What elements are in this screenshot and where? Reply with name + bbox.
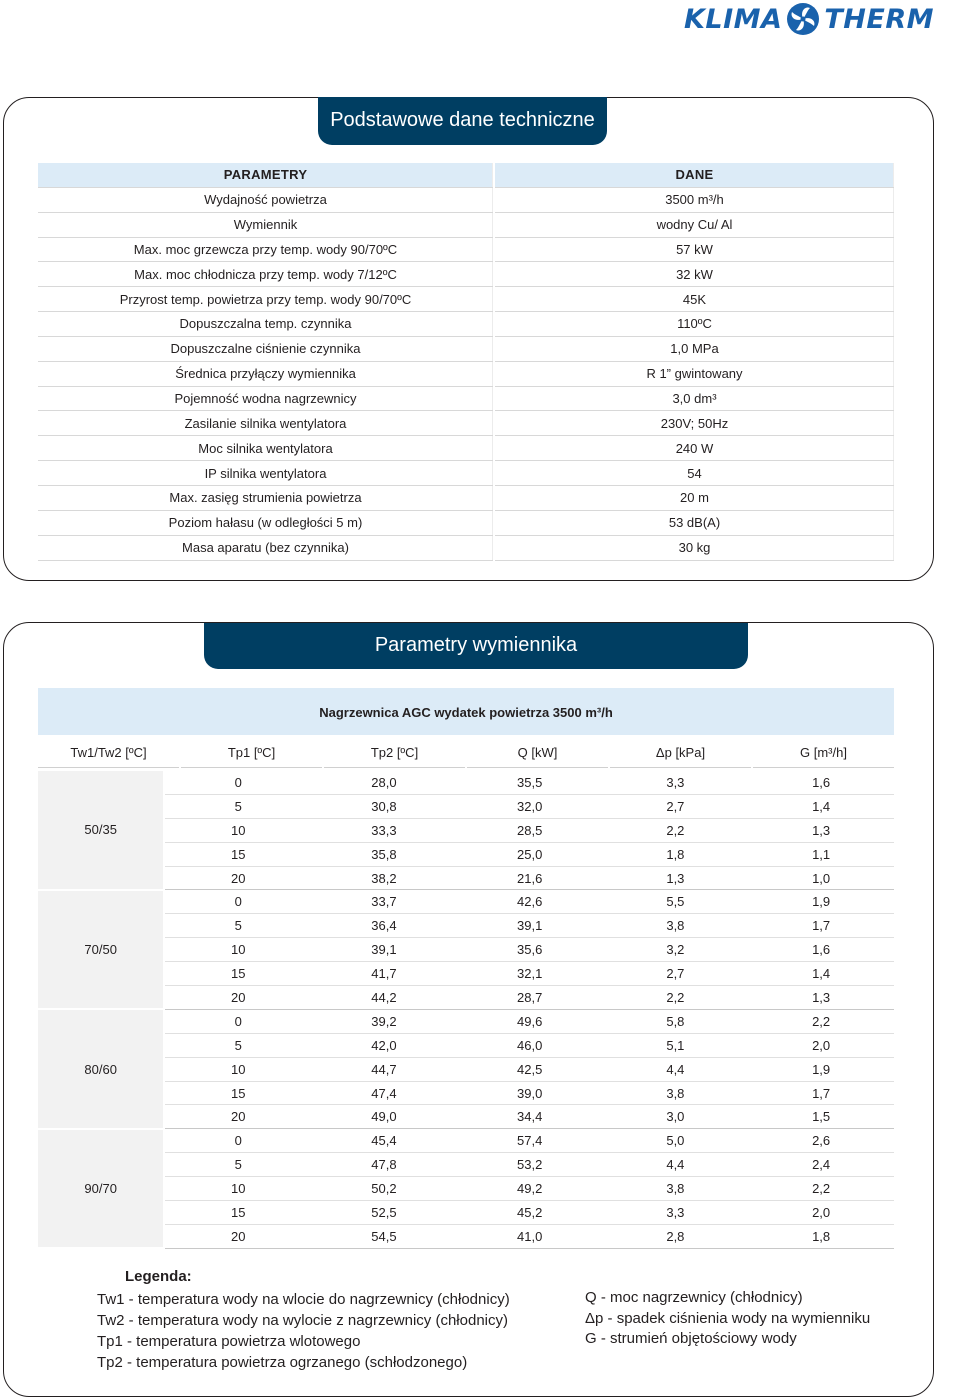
tech-row bbox=[38, 486, 894, 511]
table-row bbox=[38, 842, 894, 866]
tech-row bbox=[38, 238, 894, 263]
legend-item: Tp1 - temperatura powietrza wlotowego bbox=[97, 1333, 361, 1350]
value-cell: 4,4 bbox=[603, 1153, 749, 1177]
value-cell: 44,7 bbox=[311, 1057, 457, 1081]
value-cell: 1,8 bbox=[603, 842, 749, 866]
value-cell: 5,0 bbox=[603, 1129, 749, 1153]
value-cell: 46,0 bbox=[457, 1033, 603, 1057]
value-cell: 1,8 bbox=[748, 1224, 894, 1248]
value-cell: 41,0 bbox=[457, 1224, 603, 1248]
value-cell: 5 bbox=[164, 1153, 311, 1177]
table-row bbox=[38, 1081, 894, 1105]
value-cell: 0 bbox=[164, 1009, 311, 1033]
param-cell: IP silnika wentylatora bbox=[38, 461, 493, 486]
table-row bbox=[38, 1105, 894, 1129]
value-cell: 30 kg bbox=[495, 536, 894, 561]
water-temp-group-cell: 90/70 bbox=[38, 1129, 164, 1248]
value-cell: 28,0 bbox=[311, 771, 457, 794]
value-cell: 30,8 bbox=[311, 794, 457, 818]
value-column-header: DANE bbox=[495, 163, 894, 188]
value-cell: 2,0 bbox=[748, 1033, 894, 1057]
value-cell: 1,0 MPa bbox=[495, 337, 894, 362]
table-row bbox=[38, 771, 894, 794]
table-row bbox=[38, 1177, 894, 1201]
water-temp-group-cell: 80/60 bbox=[38, 1009, 164, 1128]
value-cell: 47,8 bbox=[311, 1153, 457, 1177]
value-cell: 2,2 bbox=[603, 818, 749, 842]
table-row bbox=[38, 890, 894, 914]
value-cell: 28,5 bbox=[457, 818, 603, 842]
logo-text-left: KLIMA bbox=[683, 3, 783, 35]
value-cell: 3,8 bbox=[603, 1081, 749, 1105]
value-cell: 0 bbox=[164, 890, 311, 914]
param-column-header: PARAMETRY bbox=[38, 163, 493, 188]
fan-icon bbox=[786, 2, 820, 36]
value-cell: 32 kW bbox=[495, 262, 894, 287]
value-cell: 15 bbox=[164, 1201, 311, 1225]
klimatherm-logo bbox=[684, 2, 934, 36]
value-cell: 3,3 bbox=[603, 771, 749, 794]
value-cell: 2,4 bbox=[748, 1153, 894, 1177]
water-temp-group-cell: 70/50 bbox=[38, 890, 164, 1009]
value-cell: 2,8 bbox=[603, 1224, 749, 1248]
value-cell: 54 bbox=[495, 461, 894, 486]
value-cell: 52,5 bbox=[311, 1201, 457, 1225]
legend-left-list bbox=[97, 1289, 510, 1373]
value-cell: 45,4 bbox=[311, 1129, 457, 1153]
param-cell: Pojemność wodna nagrzewnicy bbox=[38, 387, 493, 412]
value-cell: 33,7 bbox=[311, 890, 457, 914]
value-cell: 3,3 bbox=[603, 1201, 749, 1225]
value-cell: 49,2 bbox=[457, 1177, 603, 1201]
value-cell: 10 bbox=[164, 938, 311, 962]
value-cell: 1,0 bbox=[748, 866, 894, 890]
table-row bbox=[38, 1224, 894, 1248]
param-cell: Moc silnika wentylatora bbox=[38, 436, 493, 461]
table-row bbox=[38, 1153, 894, 1177]
tech-row bbox=[38, 213, 894, 238]
column-header: Q [kW] bbox=[467, 738, 608, 768]
value-cell: 5,8 bbox=[603, 1009, 749, 1033]
column-header: Δp [kPa] bbox=[610, 738, 751, 768]
value-cell: 20 m bbox=[495, 486, 894, 511]
value-cell: 34,4 bbox=[457, 1105, 603, 1129]
value-cell: 230V; 50Hz bbox=[495, 411, 894, 436]
legend-item: Δp - spadek ciśnienia wody na wymienniku bbox=[585, 1309, 871, 1327]
table-row bbox=[38, 1201, 894, 1225]
value-cell: 1,6 bbox=[748, 771, 894, 794]
value-cell: 45,2 bbox=[457, 1201, 603, 1225]
value-cell: 2,7 bbox=[603, 962, 749, 986]
value-cell: 3,2 bbox=[603, 938, 749, 962]
table-row bbox=[38, 986, 894, 1010]
value-cell: 49,6 bbox=[457, 1009, 603, 1033]
value-cell: 49,0 bbox=[311, 1105, 457, 1129]
exchanger-title: Parametry wymiennika bbox=[204, 623, 748, 669]
value-cell: 50,2 bbox=[311, 1177, 457, 1201]
legend-item: Tw1 - temperatura wody na wlocie do nagrzewnicy (chłodnicy) bbox=[97, 1291, 510, 1308]
table-row bbox=[38, 938, 894, 962]
value-cell: 39,0 bbox=[457, 1081, 603, 1105]
param-cell: Masa aparatu (bez czynnika) bbox=[38, 536, 493, 561]
exchanger-column-headers bbox=[38, 738, 894, 768]
value-cell: 44,2 bbox=[311, 986, 457, 1010]
value-cell: 3500 m³/h bbox=[495, 188, 894, 213]
tech-row bbox=[38, 387, 894, 412]
value-cell: 41,7 bbox=[311, 962, 457, 986]
value-cell: 1,7 bbox=[748, 1081, 894, 1105]
value-cell: 35,5 bbox=[457, 771, 603, 794]
value-cell: 32,1 bbox=[457, 962, 603, 986]
column-header: G [m³/h] bbox=[753, 738, 894, 768]
value-cell: 20 bbox=[164, 986, 311, 1010]
value-cell: 5,1 bbox=[603, 1033, 749, 1057]
param-cell: Dopuszczalna temp. czynnika bbox=[38, 312, 493, 337]
table-row bbox=[38, 1057, 894, 1081]
param-cell: Poziom hałasu (w odległości 5 m) bbox=[38, 511, 493, 536]
value-cell: R 1” gwintowany bbox=[495, 362, 894, 387]
value-cell: 1,1 bbox=[748, 842, 894, 866]
value-cell: 53 dB(A) bbox=[495, 511, 894, 536]
value-cell: 5 bbox=[164, 1033, 311, 1057]
param-cell: Zasilanie silnika wentylatora bbox=[38, 411, 493, 436]
value-cell: 240 W bbox=[495, 436, 894, 461]
param-cell: Max. zasięg strumienia powietrza bbox=[38, 486, 493, 511]
value-cell: 1,9 bbox=[748, 890, 894, 914]
value-cell: 1,3 bbox=[748, 818, 894, 842]
value-cell: 45K bbox=[495, 287, 894, 312]
value-cell: 35,6 bbox=[457, 938, 603, 962]
value-cell: 1,4 bbox=[748, 962, 894, 986]
table-row bbox=[38, 1033, 894, 1057]
value-cell: 2,2 bbox=[748, 1009, 894, 1033]
value-cell: 3,8 bbox=[603, 1177, 749, 1201]
value-cell: 1,6 bbox=[748, 938, 894, 962]
param-cell: Przyrost temp. powietrza przy temp. wody 90/70ºC bbox=[38, 287, 493, 312]
value-cell: wodny Cu/ Al bbox=[495, 213, 894, 238]
value-cell: 1,3 bbox=[603, 866, 749, 890]
tech-data-table bbox=[38, 163, 894, 561]
value-cell: 42,6 bbox=[457, 890, 603, 914]
value-cell: 10 bbox=[164, 1057, 311, 1081]
tech-row bbox=[38, 188, 894, 213]
tech-row bbox=[38, 436, 894, 461]
param-cell: Max. moc chłodnicza przy temp. wody 7/12ºC bbox=[38, 262, 493, 287]
tech-row bbox=[38, 362, 894, 387]
value-cell: 53,2 bbox=[457, 1153, 603, 1177]
column-header: Tw1/Tw2 [ºC] bbox=[38, 738, 179, 768]
value-cell: 42,5 bbox=[457, 1057, 603, 1081]
legend-item: Tp2 - temperatura powietrza ogrzanego (schłodzonego) bbox=[97, 1354, 468, 1371]
legend-item: Tw2 - temperatura wody na wylocie z nagrzewnicy (chłodnicy) bbox=[97, 1312, 508, 1329]
tech-row bbox=[38, 287, 894, 312]
water-temp-group-cell: 50/35 bbox=[38, 771, 164, 890]
value-cell: 4,4 bbox=[603, 1057, 749, 1081]
exchanger-table bbox=[38, 771, 894, 1249]
value-cell: 10 bbox=[164, 818, 311, 842]
legend-item: G - strumień objętościowy wody bbox=[585, 1330, 797, 1347]
value-cell: 0 bbox=[164, 771, 311, 794]
legend-item: Q - moc nagrzewnicy (chłodnicy) bbox=[585, 1289, 803, 1306]
value-cell: 28,7 bbox=[457, 986, 603, 1010]
value-cell: 1,4 bbox=[748, 794, 894, 818]
table-row bbox=[38, 818, 894, 842]
value-cell: 42,0 bbox=[311, 1033, 457, 1057]
value-cell: 33,3 bbox=[311, 818, 457, 842]
legend-right-list bbox=[585, 1288, 870, 1350]
value-cell: 57,4 bbox=[457, 1129, 603, 1153]
table-row bbox=[38, 866, 894, 890]
tech-row bbox=[38, 461, 894, 486]
value-cell: 1,9 bbox=[748, 1057, 894, 1081]
value-cell: 2,7 bbox=[603, 794, 749, 818]
value-cell: 20 bbox=[164, 866, 311, 890]
value-cell: 39,1 bbox=[457, 914, 603, 938]
value-cell: 2,2 bbox=[603, 986, 749, 1010]
value-cell: 47,4 bbox=[311, 1081, 457, 1105]
value-cell: 110ºC bbox=[495, 312, 894, 337]
table-row bbox=[38, 962, 894, 986]
value-cell: 25,0 bbox=[457, 842, 603, 866]
logo-text-right: THERM bbox=[824, 3, 934, 35]
param-cell: Max. moc grzewcza przy temp. wody 90/70ºC bbox=[38, 238, 493, 263]
tech-row bbox=[38, 411, 894, 436]
value-cell: 2,0 bbox=[748, 1201, 894, 1225]
value-cell: 3,0 dm³ bbox=[495, 387, 894, 412]
value-cell: 5 bbox=[164, 794, 311, 818]
column-header: Tp1 [ºC] bbox=[181, 738, 322, 768]
value-cell: 21,6 bbox=[457, 866, 603, 890]
value-cell: 5,5 bbox=[603, 890, 749, 914]
tech-row bbox=[38, 536, 894, 561]
value-cell: 20 bbox=[164, 1105, 311, 1129]
table-row bbox=[38, 914, 894, 938]
value-cell: 15 bbox=[164, 962, 311, 986]
tech-row bbox=[38, 337, 894, 362]
value-cell: 35,8 bbox=[311, 842, 457, 866]
value-cell: 3,0 bbox=[603, 1105, 749, 1129]
value-cell: 10 bbox=[164, 1177, 311, 1201]
value-cell: 39,2 bbox=[311, 1009, 457, 1033]
tech-row bbox=[38, 262, 894, 287]
value-cell: 15 bbox=[164, 842, 311, 866]
column-header: Tp2 [ºC] bbox=[324, 738, 465, 768]
value-cell: 36,4 bbox=[311, 914, 457, 938]
param-cell: Średnica przyłączy wymiennika bbox=[38, 362, 493, 387]
value-cell: 1,7 bbox=[748, 914, 894, 938]
param-cell: Dopuszczalne ciśnienie czynnika bbox=[38, 337, 493, 362]
value-cell: 5 bbox=[164, 914, 311, 938]
tech-row bbox=[38, 312, 894, 337]
value-cell: 57 kW bbox=[495, 238, 894, 263]
value-cell: 20 bbox=[164, 1224, 311, 1248]
tech-data-title: Podstawowe dane techniczne bbox=[318, 97, 607, 145]
value-cell: 38,2 bbox=[311, 866, 457, 890]
legend-title: Legenda: bbox=[125, 1268, 192, 1285]
tech-header-row bbox=[38, 163, 894, 188]
param-cell: Wydajność powietrza bbox=[38, 188, 493, 213]
value-cell: 0 bbox=[164, 1129, 311, 1153]
value-cell: 3,8 bbox=[603, 914, 749, 938]
param-cell: Wymiennik bbox=[38, 213, 493, 238]
value-cell: 39,1 bbox=[311, 938, 457, 962]
value-cell: 2,6 bbox=[748, 1129, 894, 1153]
value-cell: 2,2 bbox=[748, 1177, 894, 1201]
value-cell: 1,3 bbox=[748, 986, 894, 1010]
table-row bbox=[38, 794, 894, 818]
table-row bbox=[38, 1009, 894, 1033]
exchanger-subheader: Nagrzewnica AGC wydatek powietrza 3500 m³/h bbox=[38, 688, 894, 735]
table-row bbox=[38, 1129, 894, 1153]
value-cell: 15 bbox=[164, 1081, 311, 1105]
value-cell: 54,5 bbox=[311, 1224, 457, 1248]
tech-row bbox=[38, 511, 894, 536]
value-cell: 32,0 bbox=[457, 794, 603, 818]
value-cell: 1,5 bbox=[748, 1105, 894, 1129]
